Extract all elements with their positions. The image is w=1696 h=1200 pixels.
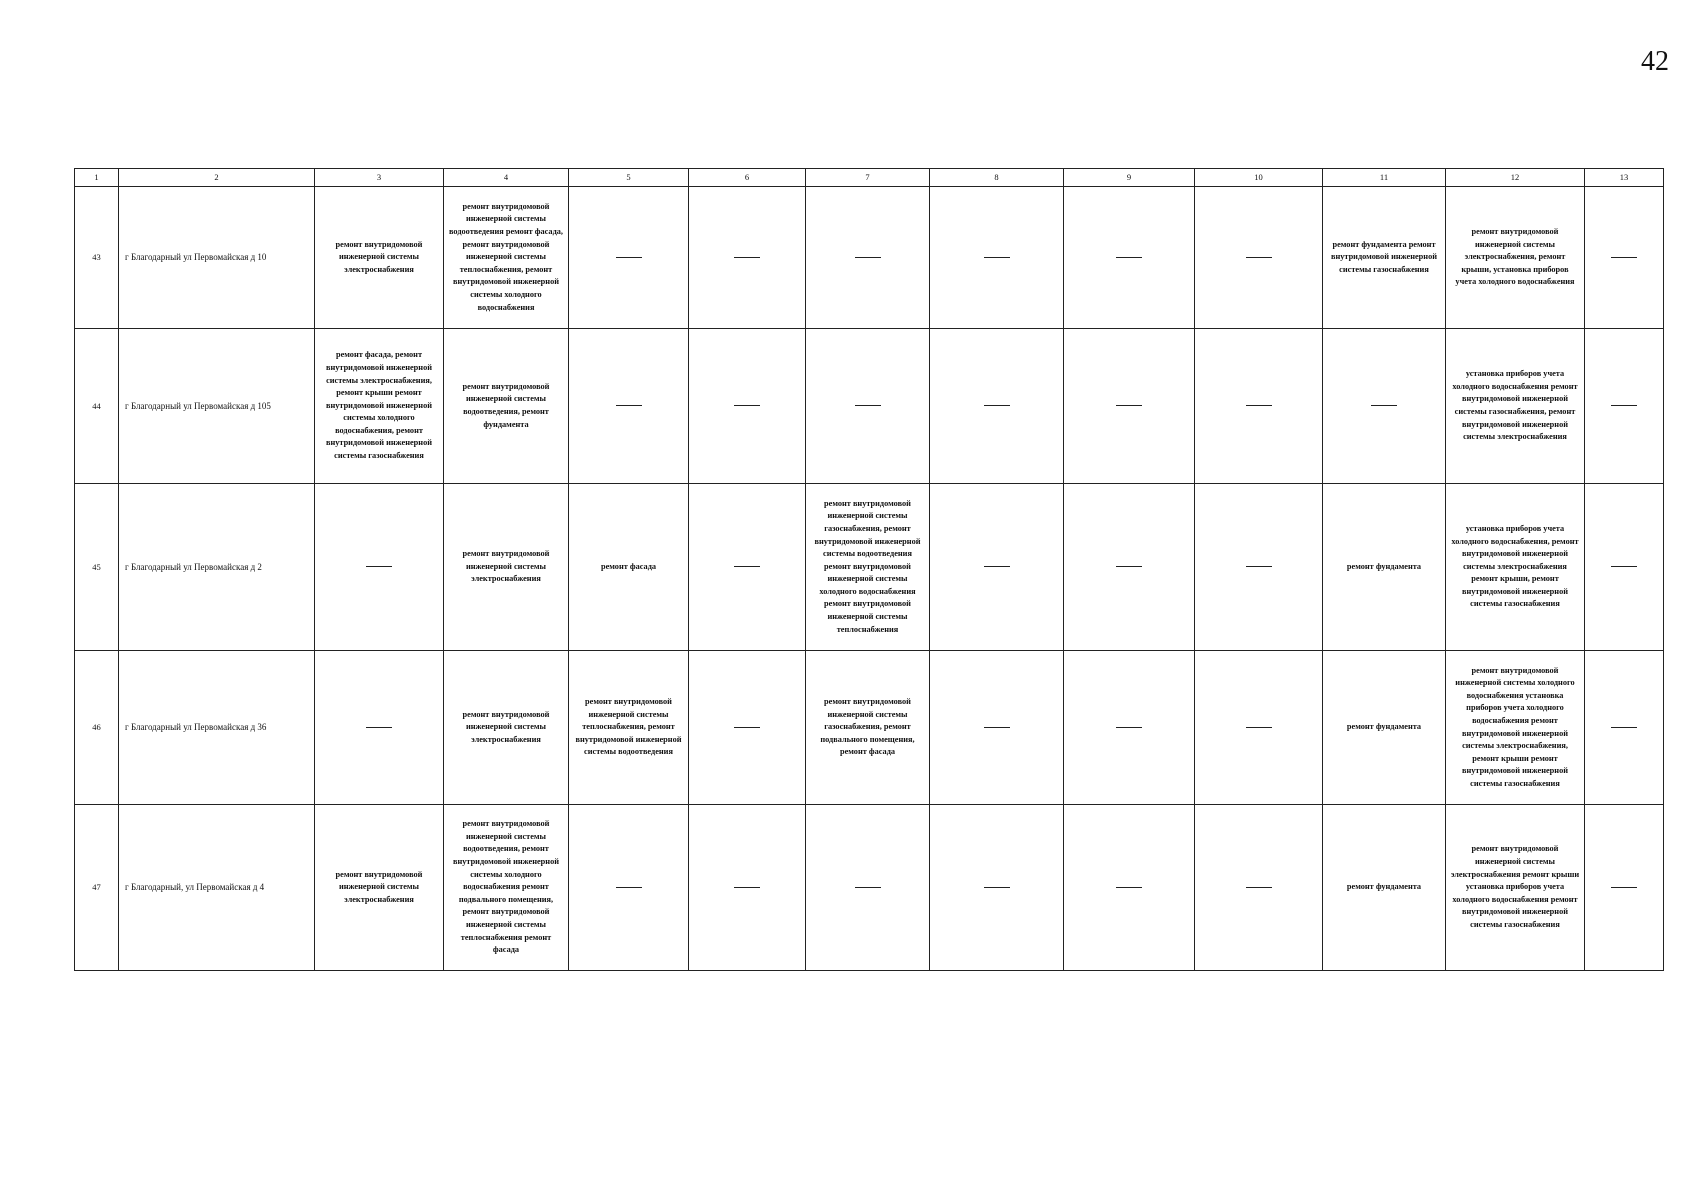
empty-dash — [734, 887, 760, 888]
column-header: 11 — [1323, 169, 1446, 187]
table-cell — [689, 329, 806, 484]
empty-dash — [1611, 405, 1637, 406]
row-address: г Благодарный ул Первомайская д 10 — [119, 187, 315, 329]
empty-dash — [734, 727, 760, 728]
table-cell — [689, 651, 806, 805]
table-cell: установка приборов учета холодного водоснабжения ремонт внутридомовой инженерной системы газоснабжения, ремонт внутридомовой инженерной системы электроснабжения — [1446, 329, 1585, 484]
row-number: 43 — [75, 187, 119, 329]
table-cell — [1195, 329, 1323, 484]
table-cell — [689, 484, 806, 651]
empty-dash — [855, 405, 881, 406]
table-row — [75, 329, 1664, 484]
empty-dash — [855, 257, 881, 258]
table-row — [75, 805, 1664, 971]
empty-dash — [366, 566, 392, 567]
table-row — [75, 187, 1664, 329]
empty-dash — [1246, 566, 1272, 567]
table-cell — [1195, 805, 1323, 971]
empty-dash — [984, 405, 1010, 406]
row-address: г Благодарный, ул Первомайская д 4 — [119, 805, 315, 971]
table-cell — [1195, 484, 1323, 651]
empty-dash — [1116, 405, 1142, 406]
empty-dash — [855, 887, 881, 888]
empty-dash — [1116, 257, 1142, 258]
column-header: 9 — [1064, 169, 1195, 187]
empty-dash — [616, 257, 642, 258]
row-number: 46 — [75, 651, 119, 805]
table-row — [75, 651, 1664, 805]
table-cell — [689, 187, 806, 329]
row-address: г Благодарный ул Первомайская д 36 — [119, 651, 315, 805]
table-cell: ремонт внутридомовой инженерной системы газоснабжения, ремонт подвального помещения, ремонт фасада — [806, 651, 930, 805]
page-number: 42 — [1641, 46, 1669, 77]
table-cell — [1195, 187, 1323, 329]
table-cell: ремонт внутридомовой инженерной системы электроснабжения — [315, 187, 444, 329]
table-cell — [1585, 329, 1664, 484]
empty-dash — [1116, 887, 1142, 888]
table-cell: ремонт внутридомовой инженерной системы теплоснабжения, ремонт внутридомовой инженерной системы водоотведения — [569, 651, 689, 805]
table-cell: ремонт внутридомовой инженерной системы электроснабжения — [444, 484, 569, 651]
empty-dash — [734, 257, 760, 258]
table-cell: ремонт фасада, ремонт внутридомовой инженерной системы электроснабжения, ремонт крыши ремонт внутридомовой инженерной системы холодного водоснабжения, ремонт внутридомовой инженерной системы газоснабжения — [315, 329, 444, 484]
column-header: 5 — [569, 169, 689, 187]
column-header: 7 — [806, 169, 930, 187]
header-row — [75, 169, 1664, 187]
column-header: 2 — [119, 169, 315, 187]
empty-dash — [1246, 887, 1272, 888]
table-cell: ремонт внутридомовой инженерной системы электроснабжения ремонт крыши установка приборов учета холодного водоснабжения ремонт внутридомовой инженерной системы газоснабжения — [1446, 805, 1585, 971]
table-cell — [806, 805, 930, 971]
table-cell: ремонт фасада — [569, 484, 689, 651]
table-cell: ремонт внутридомовой инженерной системы холодного водоснабжения установка приборов учета холодного водоснабжения ремонт внутридомовой инженерной системы электроснабжения, ремонт крыши ремонт внутридомовой инженерной системы газоснабжения — [1446, 651, 1585, 805]
table-cell — [930, 187, 1064, 329]
empty-dash — [616, 887, 642, 888]
column-header: 3 — [315, 169, 444, 187]
table-cell — [1585, 187, 1664, 329]
row-number: 45 — [75, 484, 119, 651]
table-cell — [1064, 651, 1195, 805]
table-cell — [1064, 329, 1195, 484]
column-header: 6 — [689, 169, 806, 187]
table-cell — [569, 329, 689, 484]
row-address: г Благодарный ул Первомайская д 2 — [119, 484, 315, 651]
table-cell: ремонт фундамента — [1323, 651, 1446, 805]
row-number: 44 — [75, 329, 119, 484]
column-header: 13 — [1585, 169, 1664, 187]
table-cell: ремонт фундамента — [1323, 484, 1446, 651]
table-cell — [930, 805, 1064, 971]
column-header: 8 — [930, 169, 1064, 187]
table-cell: ремонт внутридомовой инженерной системы электроснабжения — [315, 805, 444, 971]
empty-dash — [984, 257, 1010, 258]
table-cell — [1064, 805, 1195, 971]
empty-dash — [366, 727, 392, 728]
empty-dash — [1246, 727, 1272, 728]
table-cell — [806, 329, 930, 484]
table-cell — [569, 805, 689, 971]
table-cell — [1585, 651, 1664, 805]
column-header: 12 — [1446, 169, 1585, 187]
empty-dash — [1246, 257, 1272, 258]
row-address: г Благодарный ул Первомайская д 105 — [119, 329, 315, 484]
repair-schedule-table — [74, 168, 1664, 971]
column-header: 1 — [75, 169, 119, 187]
table-cell — [930, 651, 1064, 805]
table-row — [75, 484, 1664, 651]
table-cell — [315, 651, 444, 805]
empty-dash — [1611, 727, 1637, 728]
empty-dash — [1116, 727, 1142, 728]
table-cell — [1585, 484, 1664, 651]
table-cell — [315, 484, 444, 651]
empty-dash — [1116, 566, 1142, 567]
empty-dash — [1371, 405, 1397, 406]
table-cell: ремонт фундамента — [1323, 805, 1446, 971]
table-cell — [689, 805, 806, 971]
table-cell — [1585, 805, 1664, 971]
empty-dash — [984, 887, 1010, 888]
table-cell: ремонт внутридомовой инженерной системы газоснабжения, ремонт внутридомовой инженерной системы водоотведения ремонт внутридомовой инженерной системы холодного водоснабжения ремонт внутридомовой инженерной системы теплоснабжения — [806, 484, 930, 651]
table-cell — [930, 484, 1064, 651]
column-header: 10 — [1195, 169, 1323, 187]
table-cell: ремонт внутридомовой инженерной системы водоотведения, ремонт внутридомовой инженерной системы холодного водоснабжения ремонт подвального помещения, ремонт внутридомовой инженерной системы теплоснабжения ремонт фасада — [444, 805, 569, 971]
column-header: 4 — [444, 169, 569, 187]
empty-dash — [734, 566, 760, 567]
empty-dash — [734, 405, 760, 406]
empty-dash — [1611, 566, 1637, 567]
table-cell: ремонт внутридомовой инженерной системы водоотведения ремонт фасада, ремонт внутридомовой инженерной системы теплоснабжения, ремонт внутридомовой инженерной системы холодного водоснабжения — [444, 187, 569, 329]
table-cell — [569, 187, 689, 329]
table-cell — [1064, 187, 1195, 329]
table-cell — [806, 187, 930, 329]
empty-dash — [984, 727, 1010, 728]
table-cell — [930, 329, 1064, 484]
empty-dash — [1611, 887, 1637, 888]
row-number: 47 — [75, 805, 119, 971]
empty-dash — [616, 405, 642, 406]
empty-dash — [1611, 257, 1637, 258]
table-cell: ремонт внутридомовой инженерной системы электроснабжения, ремонт крыши, установка приборов учета холодного водоснабжения — [1446, 187, 1585, 329]
empty-dash — [984, 566, 1010, 567]
empty-dash — [1246, 405, 1272, 406]
table-cell: установка приборов учета холодного водоснабжения, ремонт внутридомовой инженерной системы электроснабжения ремонт крыши, ремонт внутридомовой инженерной системы газоснабжения — [1446, 484, 1585, 651]
table-cell: ремонт внутридомовой инженерной системы водоотведения, ремонт фундамента — [444, 329, 569, 484]
table-cell: ремонт фундамента ремонт внутридомовой инженерной системы газоснабжения — [1323, 187, 1446, 329]
table-cell: ремонт внутридомовой инженерной системы электроснабжения — [444, 651, 569, 805]
table-cell — [1195, 651, 1323, 805]
table-cell — [1323, 329, 1446, 484]
table-cell — [1064, 484, 1195, 651]
